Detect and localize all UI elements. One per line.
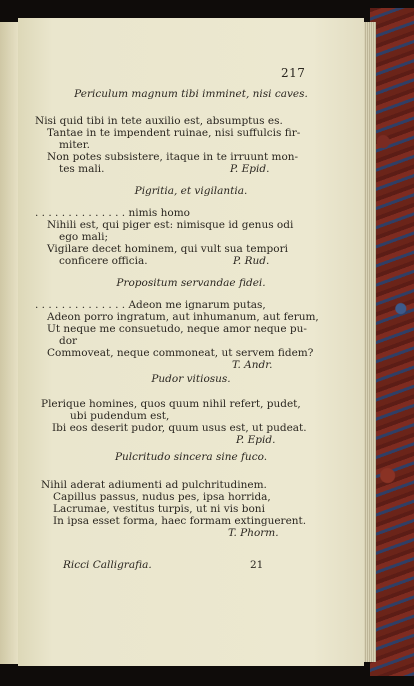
facing-page-edge bbox=[0, 22, 19, 664]
section-title: Propositum servandae fidei. bbox=[116, 277, 266, 289]
verse-line: Tantae in te impendent ruinae, nisi suffulcis fir- bbox=[47, 127, 301, 139]
author-attribution: T. Phorm. bbox=[228, 527, 279, 539]
author-attribution: T. Andr. bbox=[232, 359, 273, 371]
author-attribution: P. Rud. bbox=[233, 255, 270, 267]
verse-line: Lacrumae, vestitus turpis, ut ni vis boni bbox=[53, 503, 265, 515]
verse-line: miter. bbox=[59, 139, 90, 151]
verse-line: Adeon porro ingratum, aut inhumanum, aut ferum, bbox=[47, 311, 319, 323]
author-attribution: P. Epid. bbox=[236, 434, 276, 446]
verse-line: . . . . . . . . . . . . . . nimis homo bbox=[35, 207, 190, 219]
signature-mark: Ricci Calligrafia. bbox=[63, 559, 152, 571]
verse-line: Ibi eos deserit pudor, quum usus est, ut pudeat. bbox=[52, 422, 307, 434]
verse-line: In ipsa esset forma, haec formam extinguerent. bbox=[53, 515, 307, 527]
section-title: Pulcritudo sincera sine fuco. bbox=[114, 451, 268, 463]
section-title: Pigritia, et vigilantia. bbox=[134, 185, 248, 197]
verse-line: Nihili est, qui piger est: nimisque id genus odi bbox=[47, 219, 294, 231]
author-attribution: P. Epid. bbox=[230, 163, 270, 175]
verse-line: dor bbox=[59, 335, 78, 347]
verse-line: . . . . . . . . . . . . . . Adeon me ignarum putas, bbox=[35, 299, 266, 311]
verse-line: Commoveat, neque commoneat, ut servem fidem? bbox=[47, 347, 314, 359]
section-title: Periculum magnum tibi imminet, nisi caves. bbox=[74, 88, 308, 100]
verse-line: Ut neque me consuetudo, neque amor neque pu- bbox=[47, 323, 307, 335]
verse-line: Nisi quid tibi in tete auxilio est, absumptus es. bbox=[35, 115, 283, 127]
verse-line: tes mali. bbox=[59, 163, 105, 175]
verse-line: ubi pudendum est, bbox=[70, 410, 170, 422]
page-number: 217 bbox=[281, 66, 306, 80]
verse-line: Non potes subsistere, itaque in te irruunt mon- bbox=[47, 151, 299, 163]
book-page bbox=[18, 18, 364, 666]
verse-line: ego mali; bbox=[59, 231, 109, 243]
page-block-edge bbox=[362, 22, 376, 662]
verse-line: Nihil aderat adiumenti ad pulchritudinem. bbox=[41, 479, 267, 491]
verse-line: conficere officia. bbox=[59, 255, 148, 267]
gathering-mark: 21 bbox=[250, 559, 264, 571]
verse-line: Vigilare decet hominem, qui vult sua tempori bbox=[47, 243, 288, 255]
verse-line: Capillus passus, nudus pes, ipsa horrida, bbox=[53, 491, 271, 503]
book-cover-edge bbox=[370, 8, 414, 676]
section-title: Pudor vitiosus. bbox=[151, 373, 231, 385]
verse-line: Plerique homines, quos quum nihil refert, pudet, bbox=[41, 398, 301, 410]
